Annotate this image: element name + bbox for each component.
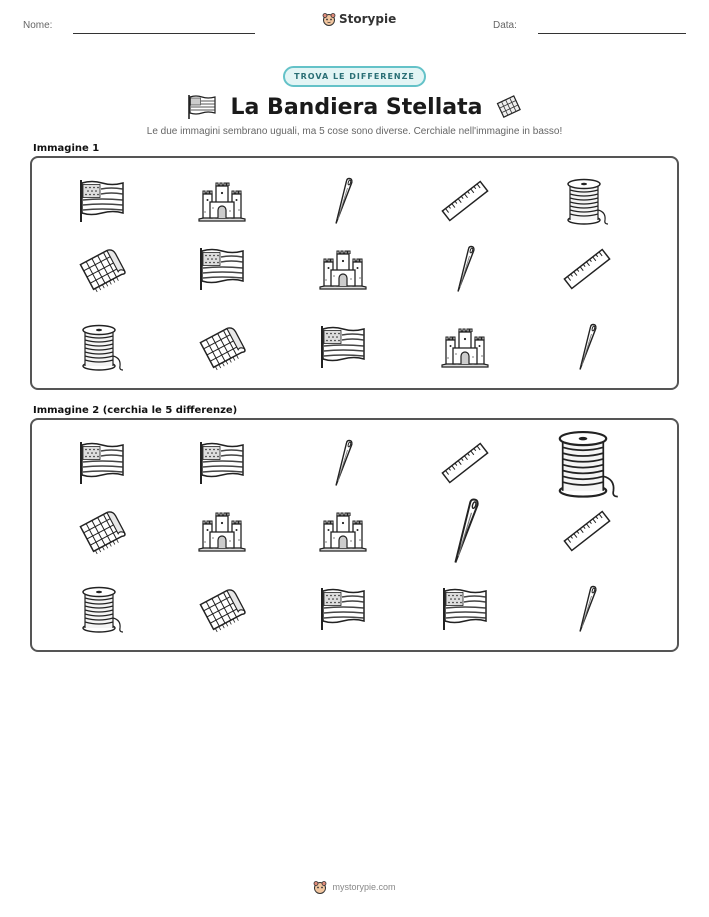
image2-spool-icon[interactable]: [79, 584, 125, 634]
image1-ruler-icon: [562, 247, 612, 291]
image2-spool-icon[interactable]: [554, 427, 621, 500]
storypie-mascot-icon: [313, 880, 327, 894]
name-label: Nome:: [23, 20, 53, 31]
find-differences-badge: TROVA LE DIFFERENZE: [283, 66, 426, 87]
image1-needle-icon: [452, 244, 478, 294]
quilt-icon: [496, 94, 522, 120]
footer-url: mystorypie.com: [332, 882, 396, 892]
image2-castle-icon[interactable]: [197, 510, 247, 552]
image1-quilt-icon: [197, 325, 247, 369]
image1-ruler-icon: [440, 179, 490, 223]
image2-flag-icon[interactable]: [77, 440, 127, 486]
image1-label: Immagine 1: [33, 143, 100, 154]
image1-quilt-icon: [77, 247, 127, 291]
worksheet-title: La Bandiera Stellata: [230, 94, 483, 120]
image2-needle-icon[interactable]: [574, 584, 600, 634]
image1-flag-icon: [77, 178, 127, 224]
brand-logo: [322, 12, 396, 26]
image2-label: Immagine 2 (cerchia le 5 differenze): [33, 405, 238, 416]
image2-flag-icon[interactable]: [318, 586, 368, 632]
storypie-mascot-icon: [322, 12, 336, 26]
date-field[interactable]: [538, 33, 686, 34]
image2-quilt-icon[interactable]: [77, 509, 127, 553]
image1-needle-icon: [330, 176, 356, 226]
name-field[interactable]: [73, 33, 255, 34]
date-label: Data:: [493, 20, 517, 31]
image2-castle-icon[interactable]: [318, 510, 368, 552]
image1-castle-icon: [318, 248, 368, 290]
brand-name: Storypie: [339, 12, 397, 26]
image1-flag-icon: [197, 246, 247, 292]
worksheet-header: [0, 0, 709, 50]
image2-needle-icon[interactable]: [447, 496, 483, 566]
image1-castle-icon: [440, 326, 490, 368]
image1-flag-icon: [318, 324, 368, 370]
image2-ruler-icon[interactable]: [440, 441, 490, 485]
image2-flag-icon[interactable]: [197, 440, 247, 486]
title-row: [0, 90, 709, 124]
image1-needle-icon: [574, 322, 600, 372]
image2-ruler-icon[interactable]: [562, 509, 612, 553]
image2-needle-icon[interactable]: [330, 438, 356, 488]
flag-icon: [187, 94, 217, 120]
image2-flag-icon[interactable]: [440, 586, 490, 632]
image2-panel[interactable]: [30, 418, 679, 652]
footer: [0, 880, 709, 894]
image1-castle-icon: [197, 180, 247, 222]
image1-spool-icon: [564, 176, 610, 226]
image1-panel: [30, 156, 679, 390]
instructions: Le due immagini sembrano uguali, ma 5 cose sono diverse. Cerchiale nell'immagine in basso!: [146, 126, 563, 137]
image1-spool-icon: [79, 322, 125, 372]
image2-quilt-icon[interactable]: [197, 587, 247, 631]
